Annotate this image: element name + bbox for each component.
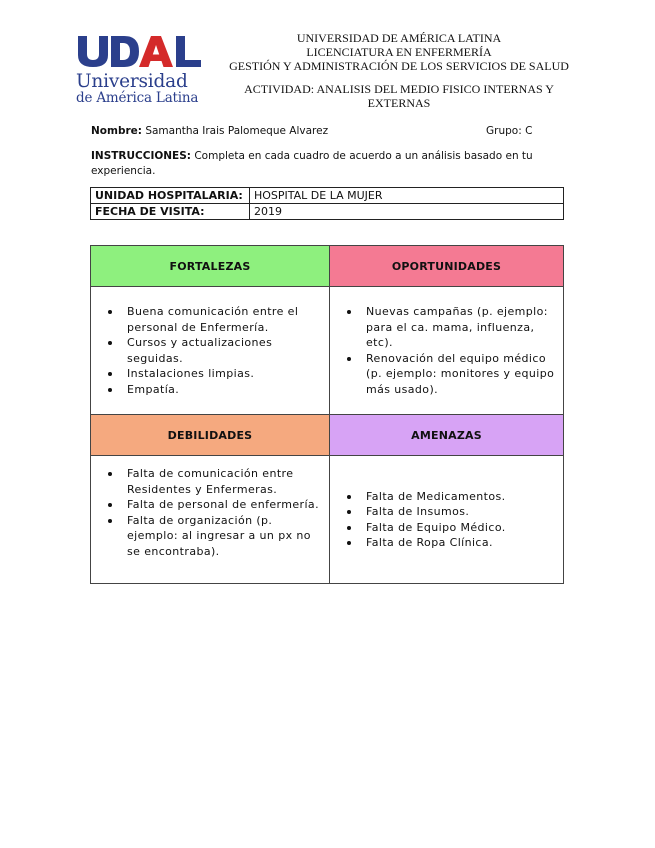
student-row bbox=[91, 125, 563, 137]
oportunidades-header: OPORTUNIDADES bbox=[330, 246, 563, 287]
list-item: Buena comunicación entre el personal de Enfermería. bbox=[91, 304, 321, 335]
udal-logo-mark bbox=[76, 34, 204, 68]
unit-value: HOSPITAL DE LA MUJER bbox=[250, 188, 564, 204]
list-item: Cursos y actualizaciones seguidas. bbox=[91, 335, 321, 366]
fortalezas-header: FORTALEZAS bbox=[91, 246, 330, 287]
fortalezas-cell bbox=[91, 287, 330, 415]
fortalezas-list bbox=[91, 304, 321, 397]
list-item: Falta de Equipo Médico. bbox=[330, 520, 506, 536]
oportunidades-cell bbox=[330, 287, 563, 415]
amenazas-list bbox=[330, 489, 506, 551]
group-label: Grupo: C bbox=[486, 125, 533, 137]
oportunidades-list bbox=[330, 304, 555, 397]
header-activity: ACTIVIDAD: ANALISIS DEL MEDIO FISICO INTERNAS Y EXTERNAS bbox=[244, 82, 554, 110]
list-item: Falta de comunicación entre Residentes y Enfermeras. bbox=[91, 466, 321, 497]
university-logo bbox=[76, 34, 208, 106]
date-label: FECHA DE VISITA: bbox=[91, 204, 250, 220]
debilidades-header: DEBILIDADES bbox=[91, 415, 330, 456]
list-item: Instalaciones limpias. bbox=[91, 366, 321, 382]
list-item: Empatía. bbox=[91, 382, 321, 398]
debilidades-cell bbox=[91, 456, 330, 583]
list-item: Nuevas campañas (p. ejemplo: para el ca. mama, influenza, etc). bbox=[330, 304, 555, 351]
list-item: Falta de Medicamentos. bbox=[330, 489, 506, 505]
instructions-text: Completa en cada cuadro de acuerdo a un análisis basado en tu experiencia. bbox=[91, 150, 533, 177]
instructions bbox=[91, 149, 567, 179]
table-row bbox=[91, 204, 564, 220]
name-label: Nombre: bbox=[91, 125, 142, 137]
instructions-label: INSTRUCCIONES: bbox=[91, 150, 191, 162]
list-item: Falta de Ropa Clínica. bbox=[330, 535, 506, 551]
logo-text-america-latina: de América Latina bbox=[76, 90, 199, 106]
list-item: Renovación del equipo médico (p. ejemplo: monitores y equipo más usado). bbox=[330, 351, 555, 398]
swot-matrix bbox=[90, 245, 564, 584]
header-course: GESTIÓN Y ADMINISTRACIÓN DE LOS SERVICIOS DE SALUD bbox=[229, 59, 569, 73]
table-row bbox=[91, 188, 564, 204]
debilidades-list bbox=[91, 466, 321, 559]
student-name: Samantha Irais Palomeque Alvarez bbox=[145, 125, 329, 137]
amenazas-header: AMENAZAS bbox=[330, 415, 563, 456]
list-item: Falta de personal de enfermería. bbox=[91, 497, 321, 513]
amenazas-cell bbox=[330, 456, 563, 583]
header-university: UNIVERSIDAD DE AMÉRICA LATINA bbox=[296, 31, 502, 45]
list-item: Falta de Insumos. bbox=[330, 504, 506, 520]
unit-label: UNIDAD HOSPITALARIA: bbox=[91, 188, 250, 204]
date-value: 2019 bbox=[250, 204, 564, 220]
document-header bbox=[228, 31, 570, 110]
hospital-info-table bbox=[90, 187, 564, 220]
logo-text-universidad: Universidad bbox=[76, 71, 188, 92]
list-item: Falta de organización (p. ejemplo: al ingresar a un px no se encontraba). bbox=[91, 513, 321, 560]
header-degree: LICENCIATURA EN ENFERMERÍA bbox=[306, 45, 492, 59]
